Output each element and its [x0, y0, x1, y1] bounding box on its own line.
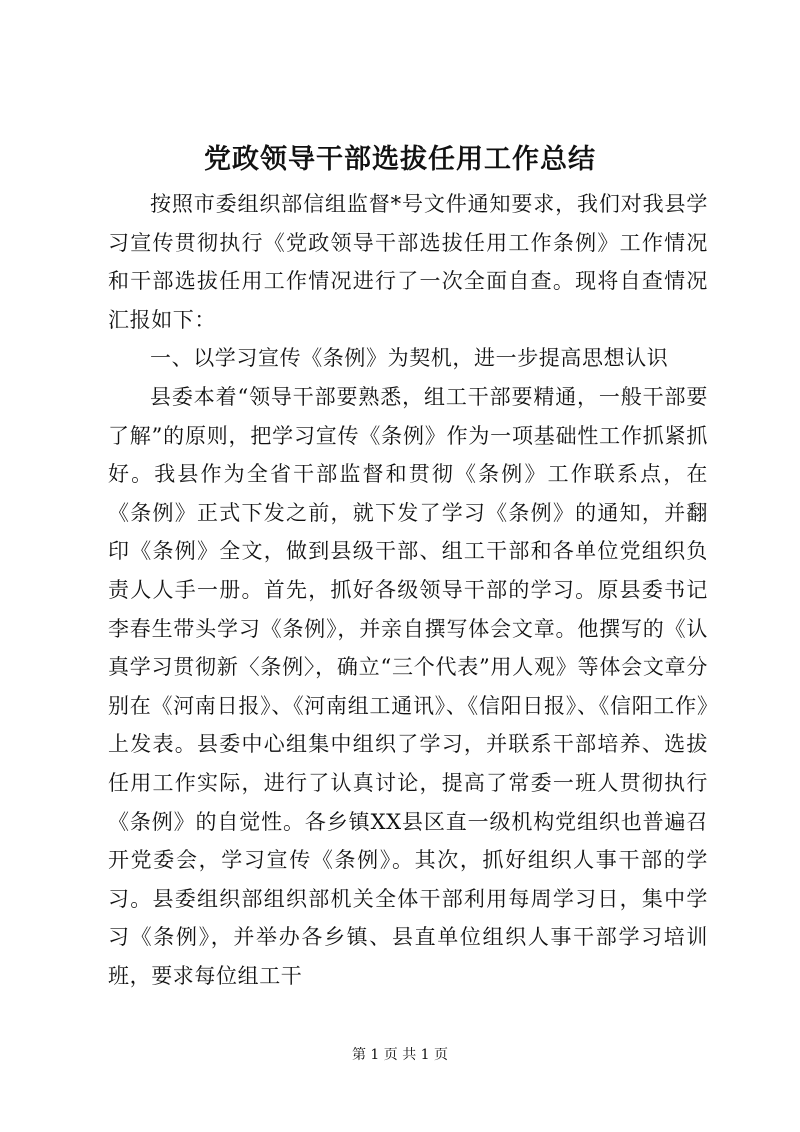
- page-footer: 第 1 页 共 1 页: [351, 1047, 449, 1063]
- document-body: [108, 185, 708, 995]
- paragraph-section-1: 县委本着“领导干部要熟悉，组工干部要精通，一般干部要了解”的原则，把学习宣传《条例》作为一项基础性工作抓紧抓好。我县作为全省干部监督和贯彻《条例》工作联系点，在《条例》正式下发之前，就下发了学习《条例》的通知，并翻印《条例》全文，做到县级干部、组工干部和各单位党组织负责人人手一册。首先，抓好各级领导干部的学习。原县委书记李春生带头学习《条例》，并亲自撰写体会文章。他撰写的《认真学习贯彻新〈条例〉，确立“三个代表”用人观》等体会文章分别在《河南日报》、《河南组工通讯》、《信阳日报》、《信阳工作》上发表。县委中心组集中组织了学习，并联系干部培养、选拔任用工作实际，进行了认真讨论，提高了常委一班人贯彻执行《条例》的自觉性。各乡镇XX县区直一级机构党组织也普遍召开党委会，学习宣传《条例》。其次，抓好组织人事干部的学习。县委组织部组织部机关全体干部利用每周学习日，集中学习《条例》，并举办各乡镇、县直单位组织人事干部学习培训班，要求每位组工干: [108, 384, 708, 988]
- document-title: 党政领导干部选拔任用工作总结: [204, 144, 596, 175]
- paragraph-intro: 按照市委组织部信组监督*号文件通知要求，我们对我县学习宣传贯彻执行《党政领导干部选拔任用工作条例》工作情况和干部选拔任用工作情况进行了一次全面自查。现将自查情况汇报如下：: [108, 192, 708, 332]
- section-heading-1: 一、以学习宣传《条例》为契机，进一步提高思想认识: [150, 346, 669, 371]
